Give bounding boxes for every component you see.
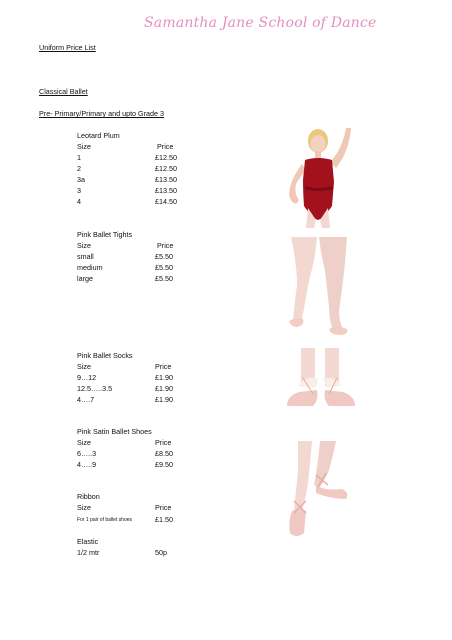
size-cell: 12.5…..3.5 — [77, 384, 113, 393]
price-cell: £5.50 — [155, 274, 173, 283]
size-cell: 6…..3 — [77, 449, 97, 458]
price-cell: £1.90 — [155, 384, 173, 393]
table-row — [77, 164, 207, 175]
subsection-heading: Pre- Primary/Primary and upto Grade 3 — [39, 109, 165, 118]
price-column-header: Price — [155, 438, 172, 447]
price-cell: £1.90 — [155, 395, 173, 404]
price-table-header — [77, 503, 207, 514]
size-cell: 4…..9 — [77, 460, 97, 469]
size-cell: 9…12 — [77, 373, 97, 382]
table-row — [77, 395, 207, 406]
size-cell: medium — [77, 263, 103, 272]
size-cell: 4….7 — [77, 395, 95, 404]
price-cell: £5.50 — [155, 263, 173, 272]
price-column-header: Price — [155, 362, 172, 371]
size-cell: 1 — [77, 153, 81, 162]
price-cell: £9.50 — [155, 460, 173, 469]
satin-shoes-photo — [286, 441, 356, 539]
size-cell: large — [77, 274, 93, 283]
product-name-tights: Pink Ballet Tights — [77, 230, 133, 239]
price-column-header: Price — [155, 503, 172, 512]
price-cell: £8.50 — [155, 449, 173, 458]
price-table-header — [77, 142, 207, 153]
price-cell: £13.50 — [155, 186, 177, 195]
size-cell: 4 — [77, 197, 81, 206]
price-cell: 50p — [155, 548, 167, 557]
size-column-header: Size — [77, 438, 91, 447]
table-row — [77, 460, 207, 471]
size-column-header: Size — [77, 241, 91, 250]
tights-photo — [287, 237, 351, 337]
table-row — [77, 186, 207, 197]
size-column-header: Size — [77, 362, 91, 371]
table-row — [77, 548, 207, 559]
price-cell: £1.90 — [155, 373, 173, 382]
size-cell: 3a — [77, 175, 85, 184]
price-cell: £13.50 — [155, 175, 177, 184]
size-column-header: Size — [77, 142, 91, 151]
table-row — [77, 263, 207, 274]
table-row — [77, 252, 207, 263]
product-name-leotard: Leotard Plum — [77, 131, 120, 140]
price-column-header: Price — [157, 241, 174, 250]
size-column-header: Size — [77, 503, 91, 512]
price-table-header — [77, 362, 207, 373]
school-title-text: Samantha Jane School of Dance — [144, 15, 377, 31]
price-cell: £12.50 — [155, 153, 177, 162]
table-row — [77, 274, 207, 285]
size-cell: 3 — [77, 186, 81, 195]
price-cell: £1.50 — [155, 515, 173, 524]
price-table-header — [77, 241, 207, 252]
size-cell: 1/2 mtr — [77, 548, 100, 557]
table-row — [77, 197, 207, 208]
product-name-ribbon: Ribbon — [77, 492, 100, 501]
price-table-header — [77, 438, 207, 449]
price-column-header: Price — [157, 142, 174, 151]
table-row — [77, 175, 207, 186]
table-row — [77, 449, 207, 460]
table-row — [77, 384, 207, 395]
product-name-elastic: Elastic — [77, 537, 99, 546]
section-heading: Classical Ballet — [39, 87, 88, 96]
size-cell: For 1 pair of ballet shoes — [77, 517, 133, 523]
price-cell: £5.50 — [155, 252, 173, 261]
product-name-shoes: Pink Satin Ballet Shoes — [77, 427, 152, 436]
price-cell: £12.50 — [155, 164, 177, 173]
leotard-photo — [272, 122, 362, 228]
product-name-socks: Pink Ballet Socks — [77, 351, 133, 360]
size-cell: small — [77, 252, 94, 261]
socks-photo — [283, 348, 359, 412]
table-row — [77, 373, 207, 384]
table-row — [77, 153, 207, 164]
price-cell: £14.50 — [155, 197, 177, 206]
table-row — [77, 515, 207, 526]
document-heading: Uniform Price List — [39, 43, 96, 52]
size-cell: 2 — [77, 164, 81, 173]
